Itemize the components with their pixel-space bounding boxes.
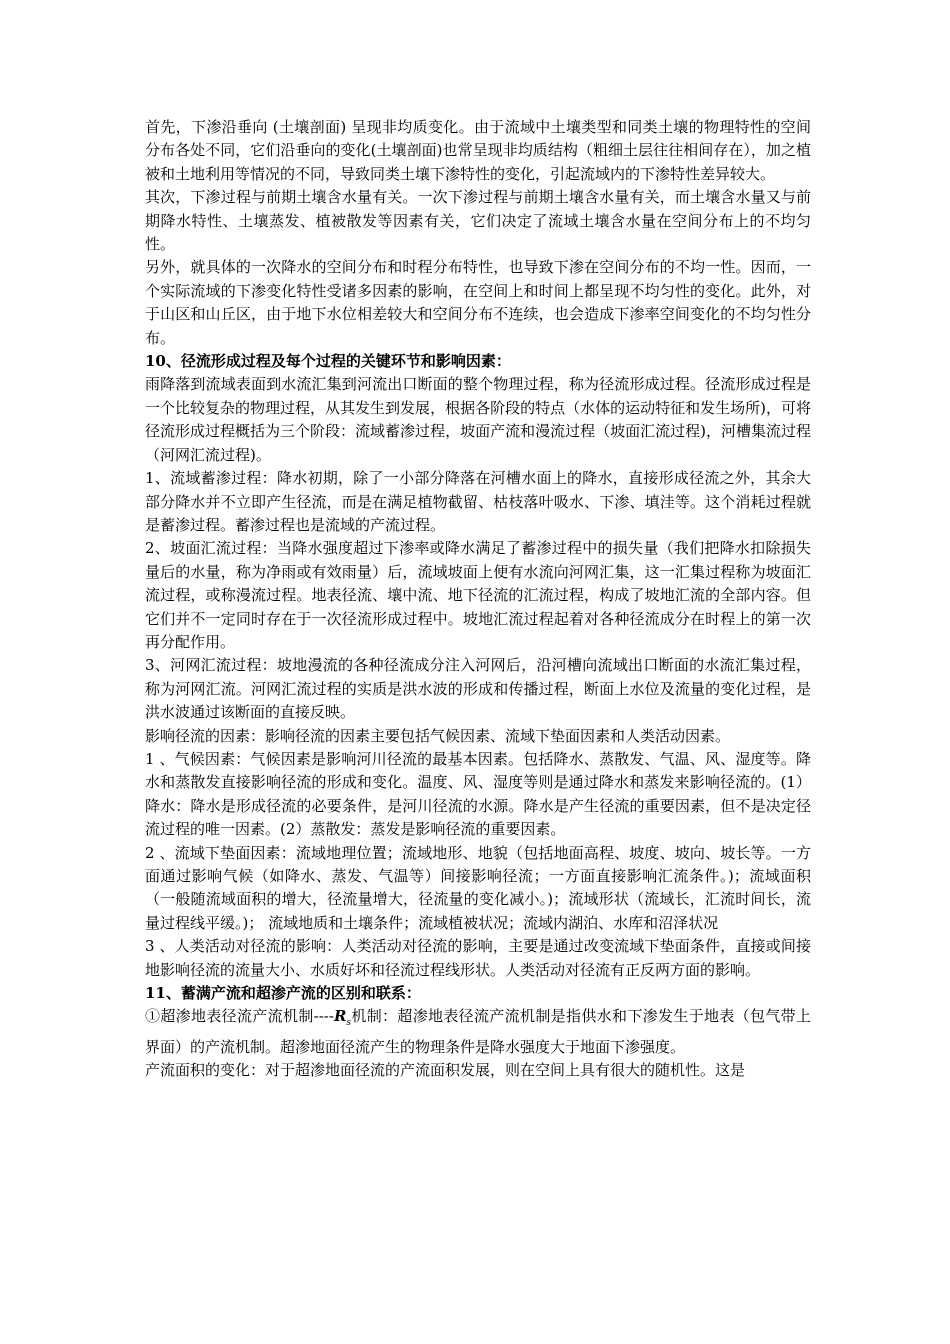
paragraph-underlying-surface-factors: 2 、流域下垫面因素：流域地理位置；流域地形、地貌（包括地面高程、坡度、坡向、坡长等。一方面通过影响气候（如降水、蒸发、气温等）间接影响径流；一方面直接影响汇流条件。)；流域面积（一般随流域面积的增大，径流量增大，径流量的变化减小。)；流域形状（流域长，汇流时间长，流量过程线平缓。)； 流域地质和土壤条件；流域植被状况；流域内湖泊、水库和沼泽状况 bbox=[145, 843, 811, 932]
section-number: 10 bbox=[145, 352, 166, 371]
paragraph-vertical-infiltration: 首先，下渗沿垂向 (土壤剖面) 呈现非均质变化。由于流域中土壤类型和同类土壤的物理特性的空间分布各处不同，它们沿垂向的变化(土壤剖面)也常呈现非均质结构（粗细土层往往相间存在），加之植被和土地利用等情况的不同，导致同类土壤下渗特性的变化，引起流域内的下渗特性差异较大。 bbox=[145, 118, 811, 183]
section-number: 11 bbox=[145, 984, 166, 1003]
paragraph-antecedent-moisture: 其次，下渗过程与前期土壤含水量有关。一次下渗过程与前期土壤含水量有关，而土壤含水量又与前期降水特性、土壤蒸发、植被散发等因素有关，它们决定了流域土壤含水量在空间分布上的不均匀性。 bbox=[145, 188, 811, 254]
paragraph-river-network-concentration: 3、河网汇流过程：坡地漫流的各种径流成分注入河网后，沿河槽向流域出口断面的水流汇集过程，称为河网汇流。河网汇流过程的实质是洪水波的形成和传播过程，断面上水位及流量的变化过程，是洪水波通过该断面的直接反映。 bbox=[145, 656, 811, 722]
rs-symbol-letter: R bbox=[333, 1007, 347, 1026]
mechanism-body-text: 机制：超渗地表径流产流机制是指供水和下渗发生于地表（包气带上界面）的产流机制。超渗地面径流产生的物理条件是降水强度大于地面下渗强度。 bbox=[145, 1007, 811, 1056]
paragraph-runoff-area-change: 产流面积的变化：对于超渗地面径流的产流面积发展，则在空间上具有很大的随机性。这是 bbox=[145, 1061, 746, 1080]
section-heading-text: 、蓄满产流和超渗产流的区别和联系： bbox=[165, 984, 421, 1003]
section-heading-10 bbox=[145, 350, 811, 373]
paragraph-infiltration-excess-mechanism bbox=[145, 1005, 811, 1059]
mechanism-lead-text: ①超渗地表径流产流机制---- bbox=[145, 1007, 334, 1026]
paragraph-climate-factors: 1 、气候因素：气候因素是影响河川径流的最基本因素。包括降水、蒸散发、气温、风、湿度等。降水和蒸散发直接影响径流的形成和变化。温度、风、湿度等则是通过降水和蒸发来影响径流的。(1）降水：降水是形成径流的必要条件，是河川径流的水源。降水是产生径流的重要因素，但不是决定径流过程的唯一因素。(2）蒸散发：蒸发是影响径流的重要因素。 bbox=[145, 749, 811, 839]
paragraph-rainfall-distribution: 另外，就具体的一次降水的空间分布和时程分布特性，也导致下渗在空间分布的不均一性。因而，一个实际流域的下渗变化特性受诸多因素的影响，在空间上和时间上都呈现不均匀性的变化。此外，对于山区和山丘区，由于地下水位相差较大和空间分布不连续，也会造成下渗率空间变化的不均匀性分布。 bbox=[145, 258, 811, 347]
paragraph-human-activities: 3 、人类活动对径流的影响：人类活动对径流的影响，主要是通过改变流域下垫面条件，直接或间接地影响径流的流量大小、水质好坏和径流过程线形状。人类活动对径流有正反两方面的影响。 bbox=[145, 937, 811, 979]
paragraph-runoff-factors: 影响径流的因素：影响径流的因素主要包括气候因素、流域下垫面因素和人类活动因素。 bbox=[145, 726, 731, 745]
section-heading-11 bbox=[145, 982, 811, 1005]
document-page bbox=[145, 116, 811, 1083]
paragraph-runoff-formation: 雨降落到流域表面到水流汇集到河流出口断面的整个物理过程，称为径流形成过程。径流形成过程是一个比较复杂的物理过程，从其发生到发展，根据各阶段的特点（水体的运动特征和发生场所)，可将径流形成过程概括为三个阶段：流域蓄渗过程，坡面产流和漫流过程（坡面汇流过程)，河槽集流过程（河网汇流过程)。 bbox=[145, 375, 811, 464]
rs-symbol bbox=[333, 1007, 352, 1029]
rs-symbol-subscript: s bbox=[346, 1018, 352, 1029]
paragraph-storage-infiltration: 1、流域蓄渗过程：降水初期，除了一小部分降落在河槽水面上的降水，直接形成径流之外，其余大部分降水并不立即产生径流，而是在满足植物截留、枯枝落叶吸水、下渗、填洼等。这个消耗过程就是蓄渗过程。蓄渗过程也是流域的产流过程。 bbox=[145, 469, 811, 534]
paragraph-slope-concentration: 2、坡面汇流过程：当降水强度超过下渗率或降水满足了蓄渗过程中的损失量（我们把降水扣除损失量后的水量，称为净雨或有效雨量）后，流域坡面上便有水流向河网汇集，这一汇集过程称为坡面汇流过程，或称漫流过程。地表径流、壤中流、地下径流的汇流过程，构成了坡地汇流的全部内容。但它们并不一定同时存在于一次径流形成过程中。坡地汇流过程起着对各种径流成分在时程上的第一次再分配作用。 bbox=[145, 539, 811, 651]
section-heading-text: 、径流形成过程及每个过程的关键环节和影响因素： bbox=[165, 352, 511, 371]
